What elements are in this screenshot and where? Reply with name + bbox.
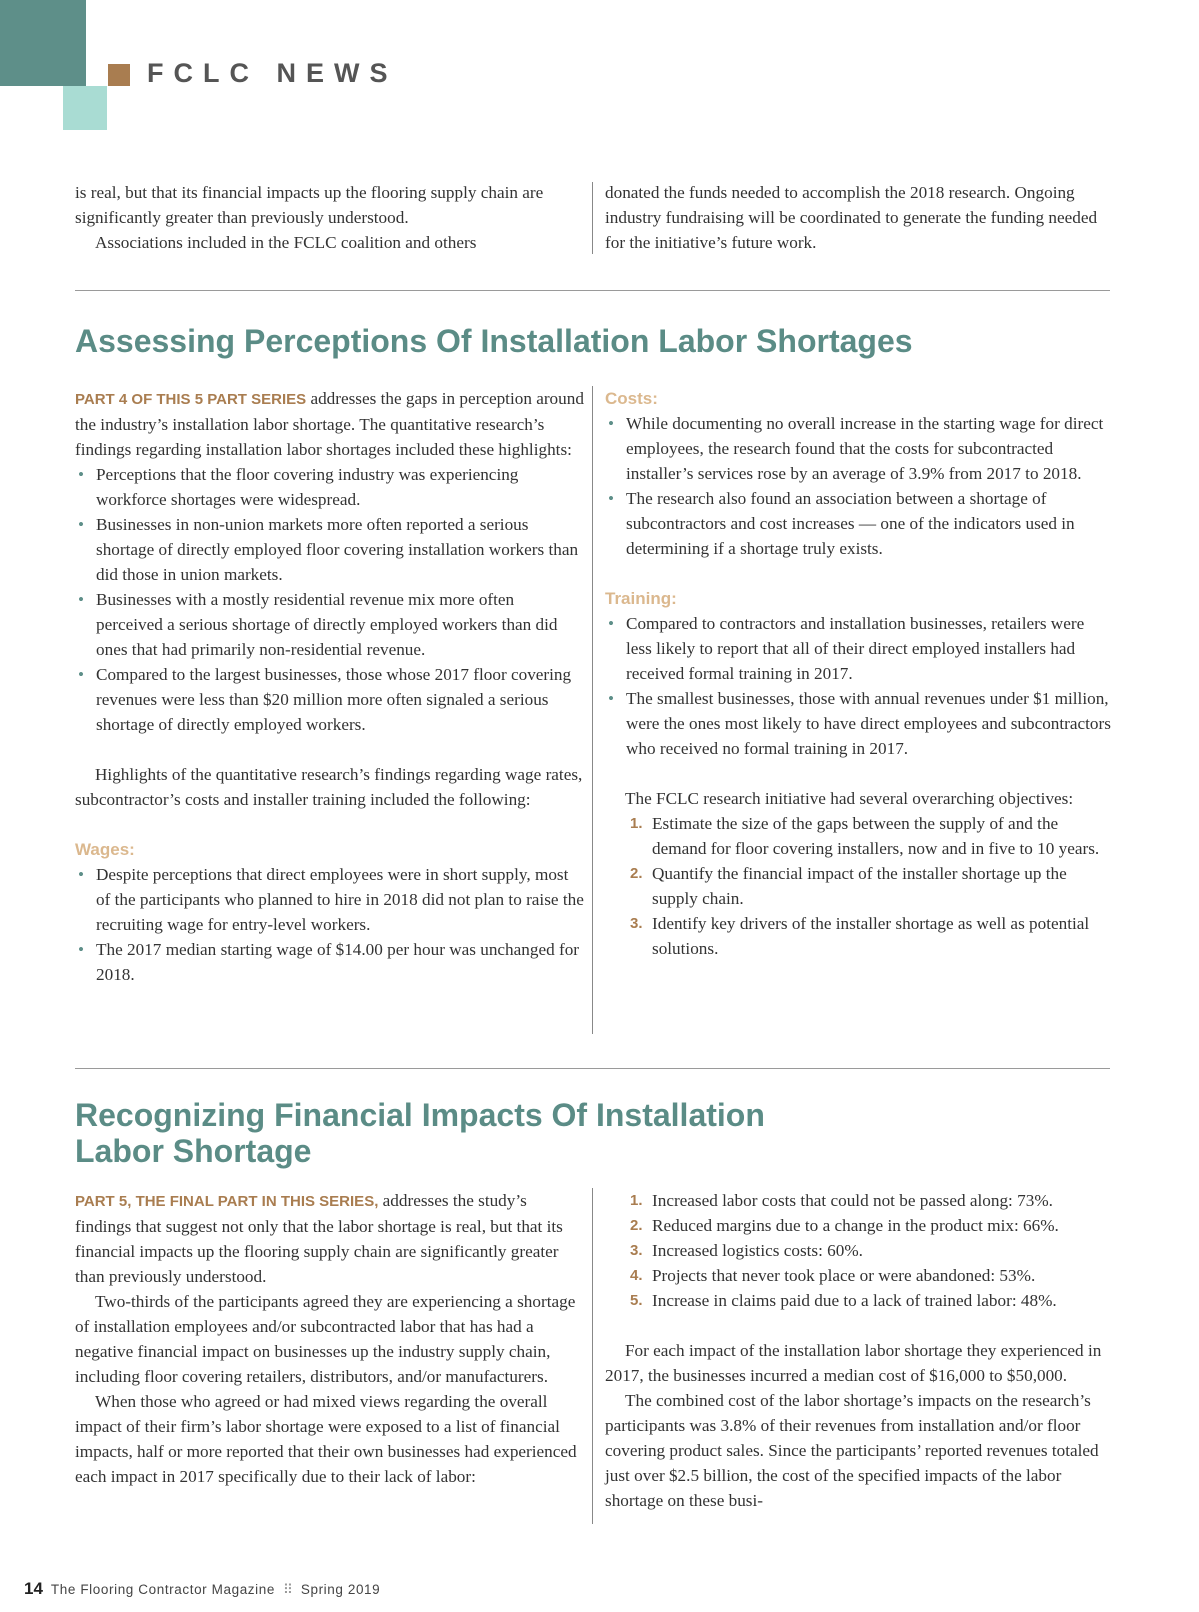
section2-intro-text: addresses the study’s findings that suggest not only that the labor shortage is real, but that its financial impacts up the flooring supply chain are significantly greater than previously understood. <box>75 1191 563 1286</box>
list-item: 4. Projects that never took place or were abandoned: 53%. <box>605 1263 1113 1288</box>
section2-intro <box>75 1188 580 1289</box>
top-left-para-2: Associations included in the FCLC coalition and others <box>95 233 477 252</box>
list-number: 3. <box>630 1242 643 1259</box>
wages-list <box>75 862 585 987</box>
list-item: • While documenting no overall increase in the starting wage for direct employees, the research found that the costs for subcontracted installer’s services rose by an average of 3.9% from 2017 to 2018. <box>605 411 1113 486</box>
costs-list <box>605 411 1113 561</box>
list-item: 3. Identify key drivers of the installer shortage as well as potential solutions. <box>605 911 1113 961</box>
list-number: 2. <box>630 1217 643 1234</box>
page-number: 14 <box>24 1579 43 1598</box>
footer-magazine: The Flooring Contractor Magazine <box>50 1582 275 1597</box>
list-item: 5. Increase in claims paid due to a lack of trained labor: 48%. <box>605 1288 1113 1313</box>
decor-square-mint <box>63 86 107 130</box>
column-divider-section1 <box>592 386 593 1034</box>
section2-left-column <box>75 1188 580 1489</box>
column-divider-section2 <box>592 1188 593 1524</box>
section2-para3: When those who agreed or had mixed views regarding the overall impact of their firm’s labor shortage were exposed to a list of financial impacts, half or more reported that their own businesses had experienced each impact in 2017 specifically due to their lack of labor: <box>75 1392 577 1486</box>
masthead-title: FCLC NEWS <box>147 58 398 88</box>
list-item: • Businesses in non-union markets more often reported a serious shortage of directly employed floor covering installation workers than did those in union markets. <box>75 512 585 587</box>
list-number: 2. <box>630 865 643 882</box>
section2-title-line1: Recognizing Financial Impacts Of Installation <box>75 1097 765 1133</box>
column-divider-top <box>592 182 593 254</box>
wages-heading: Wages: <box>75 840 135 859</box>
costs-heading: Costs: <box>605 389 658 408</box>
decor-square-teal <box>0 0 86 86</box>
impacts-list <box>605 1188 1113 1313</box>
list-item: • The research also found an association between a shortage of subcontractors and cost increases — one of the indicators used in determining if a shortage truly exists. <box>605 486 1113 561</box>
section2-para4: For each impact of the installation labor shortage they experienced in 2017, the businesses incurred a median cost of $16,000 to $50,000. <box>605 1341 1102 1385</box>
list-number: 3. <box>630 915 643 932</box>
section2-para2: Two-thirds of the participants agreed they are experiencing a shortage of installation employees and/or subcontracted labor that has had a negative financial impact on businesses up the industry supply chain, including floor covering retailers, distributors, and/or manufacturers. <box>75 1292 576 1386</box>
list-item: • Compared to the largest businesses, those whose 2017 floor covering revenues were less than $20 million more often signaled a serious shortage of directly employed workers. <box>75 662 585 737</box>
section1-intro <box>75 386 585 462</box>
footer-issue: Spring 2019 <box>300 1582 381 1597</box>
list-item: 1. Estimate the size of the gaps between the supply of and the demand for floor covering installers, now and in five to 10 years. <box>605 811 1113 861</box>
list-number: 1. <box>630 815 643 832</box>
list-item: • Despite perceptions that direct employees were in short supply, most of the participants who planned to hire in 2018 did not plan to raise the recruiting wage for entry-level workers. <box>75 862 585 937</box>
top-left-column <box>75 180 573 255</box>
list-number: 4. <box>630 1267 643 1284</box>
footer-separator-icon: ⠿ <box>282 1582 293 1597</box>
list-item: • Perceptions that the floor covering industry was experiencing workforce shortages were widespread. <box>75 462 585 512</box>
page-footer <box>24 1579 380 1599</box>
list-item: 3. Increased logistics costs: 60%. <box>605 1238 1113 1263</box>
list-item: • Businesses with a mostly residential revenue mix more often perceived a serious shortage of directly employed workers than did ones that had primarily non-residential revenue. <box>75 587 585 662</box>
top-left-para-1: is real, but that its financial impacts up the flooring supply chain are significantly greater than previously understood. <box>75 183 544 227</box>
section2-lead: PART 5, THE FINAL PART IN THIS SERIES, <box>75 1193 379 1210</box>
list-item: • The smallest businesses, those with annual revenues under $1 million, were the ones most likely to have direct employees and subcontractors who received no formal training in 2017. <box>605 686 1113 761</box>
section1-intro-text: addresses the gaps in perception around the industry’s installation labor shortage. The quantitative research’s findings regarding installation labor shortages included these highlights: <box>75 389 584 459</box>
section1-left-column <box>75 386 585 987</box>
section1-right-column <box>605 386 1113 961</box>
list-item: • The 2017 median starting wage of $14.00 per hour was unchanged for 2018. <box>75 937 585 987</box>
section1-para2: Highlights of the quantitative research’s findings regarding wage rates, subcontractor’s costs and installer training included the following: <box>75 765 583 809</box>
list-item: • Compared to contractors and installation businesses, retailers were less likely to report that all of their direct employed installers had received formal training in 2017. <box>605 611 1113 686</box>
training-heading: Training: <box>605 589 677 608</box>
section1-highlights-list <box>75 462 585 737</box>
list-item: 1. Increased labor costs that could not be passed along: 73%. <box>605 1188 1113 1213</box>
objectives-intro: The FCLC research initiative had several overarching objectives: <box>625 789 1074 808</box>
decor-square-brown <box>108 64 130 86</box>
section1-title: Assessing Perceptions Of Installation Labor Shortages <box>75 323 913 359</box>
list-number: 5. <box>630 1292 643 1309</box>
top-right-para-1: donated the funds needed to accomplish the 2018 research. Ongoing industry fundraising will be coordinated to generate the funding needed for the initiative’s future work. <box>605 183 1098 252</box>
objectives-list <box>605 811 1113 961</box>
section1-lead: PART 4 OF THIS 5 PART SERIES <box>75 391 307 408</box>
section2-title <box>75 1097 765 1169</box>
training-list <box>605 611 1113 761</box>
section2-title-line2: Labor Shortage <box>75 1133 312 1169</box>
section2-right-column <box>605 1188 1113 1513</box>
section2-para5: The combined cost of the labor shortage’s impacts on the research’s participants was 3.8% of their revenues from installation and/or floor covering product sales. Since the participants’ reported revenues totaled just over $2.5 billion, the cost of the specified impacts of the labor shortage on these busi- <box>605 1391 1099 1510</box>
section-rule-1 <box>75 290 1110 291</box>
list-item: 2. Reduced margins due to a change in the product mix: 66%. <box>605 1213 1113 1238</box>
list-number: 1. <box>630 1192 643 1209</box>
top-right-column <box>605 180 1110 255</box>
section-rule-2 <box>75 1068 1110 1069</box>
list-item: 2. Quantify the financial impact of the installer shortage up the supply chain. <box>605 861 1113 911</box>
